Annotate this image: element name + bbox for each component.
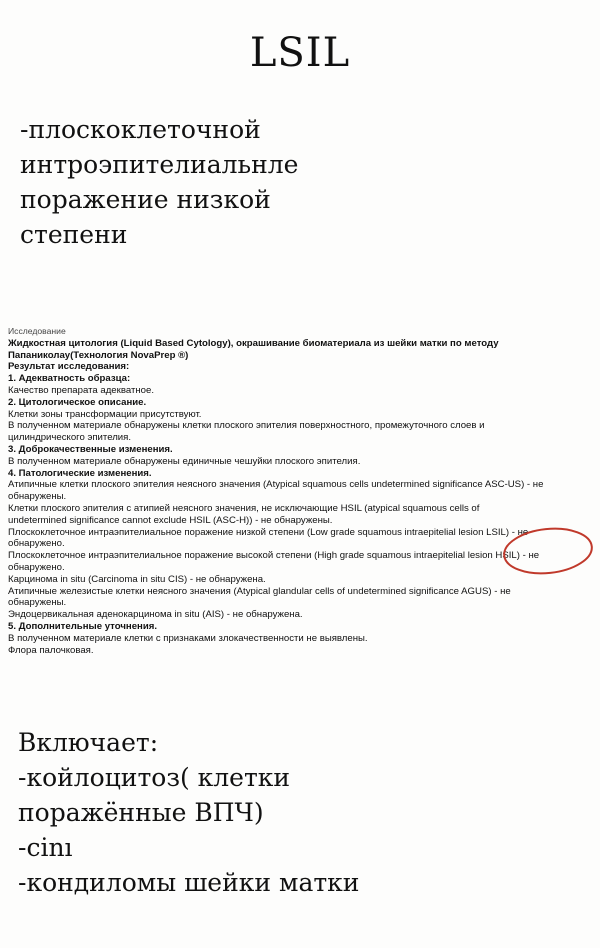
report-heading-line: 4. Патологические изменения. (8, 467, 152, 479)
report-line: Атипичные клетки плоского эпителия неясного значения (Atypical squamous cells undetermined significance ASC-US) - не (8, 479, 544, 491)
includes-line: -кондиломы шейки матки (18, 868, 360, 897)
report-line: Плоскоклеточное интраэпителиальное поражение высокой степени (High grade squamous intraepitelial lesion HSIL) - не (8, 550, 540, 562)
report-line: Клетки плоского эпителия с атипией неясного значения, не исключающие HSIL (atypical squamous cells of (8, 502, 480, 514)
includes-line: -cinı (18, 833, 73, 862)
report-line: Клетки зоны трансформации присутствуют. (8, 408, 202, 420)
report-heading-line: 1. Адекватность образца: (8, 373, 131, 385)
intro-line: -плоскоклеточной (20, 115, 261, 144)
report-line: Исследование (8, 326, 66, 336)
report-line: В полученном материале клетки с признаками злокачественности не выявлены. (8, 632, 368, 644)
includes-line: поражённые ВПЧ) (18, 798, 264, 827)
report-line: обнаружено. (8, 538, 65, 550)
report-heading-line: 3. Доброкачественные изменения. (8, 443, 173, 455)
includes-heading: Включает: (18, 728, 159, 757)
report-line: Качество препарата адекватное. (8, 384, 154, 396)
report-line: Плоскоклеточное интраэпителиальное поражение низкой степени (Low grade squamous intraepitelial lesion LSIL) - не (8, 526, 529, 538)
report-line: обнаружены. (8, 491, 67, 503)
report-line: undetermined significance cannot exclude HSIL (ASC-H)) - не обнаружены. (8, 514, 333, 526)
page-title: LSIL (249, 30, 351, 76)
report-line: Карцинома in situ (Carcinoma in situ CIS) - не обнаружена. (8, 573, 266, 585)
report-line: обнаружены. (8, 597, 67, 609)
intro-line: интроэпителиальнле (20, 150, 299, 179)
report-line: В полученном материале обнаружены клетки плоского эпителия поверхностного, промежуточного слоев и (8, 420, 485, 432)
includes-line: -койлоцитоз( клетки (18, 763, 291, 792)
report-heading-line: Папаниколау(Технология NovaPrep ®) (8, 349, 189, 361)
report-line: Флора палочковая. (8, 644, 94, 656)
intro-line: поражение низкой (20, 185, 271, 214)
report-line: цилиндрического эпителия. (8, 432, 132, 444)
cytology-report (8, 326, 598, 696)
report-heading-line: Жидкостная цитология (Liquid Based Cytology), окрашивание биоматериала из шейки матки по методу (8, 337, 499, 349)
report-heading-line: Результат исследования: (8, 361, 130, 373)
report-heading-line: 5. Дополнительные уточнения. (8, 620, 157, 632)
report-line: Эндоцервикальная аденокарцинома in situ (AIS) - не обнаружена. (8, 609, 303, 621)
report-heading-line: 2. Цитологическое описание. (8, 396, 147, 408)
intro-line: степени (20, 220, 128, 249)
report-line: обнаружено. (8, 561, 65, 573)
report-line: Атипичные железистые клетки неясного значения (Atypical glandular cells of undetermined significance AGUS) - не (8, 585, 511, 597)
includes-section (18, 725, 588, 900)
intro-text (20, 112, 580, 252)
report-line: В полученном материале обнаружены единичные чешуйки плоского эпителия. (8, 455, 361, 467)
